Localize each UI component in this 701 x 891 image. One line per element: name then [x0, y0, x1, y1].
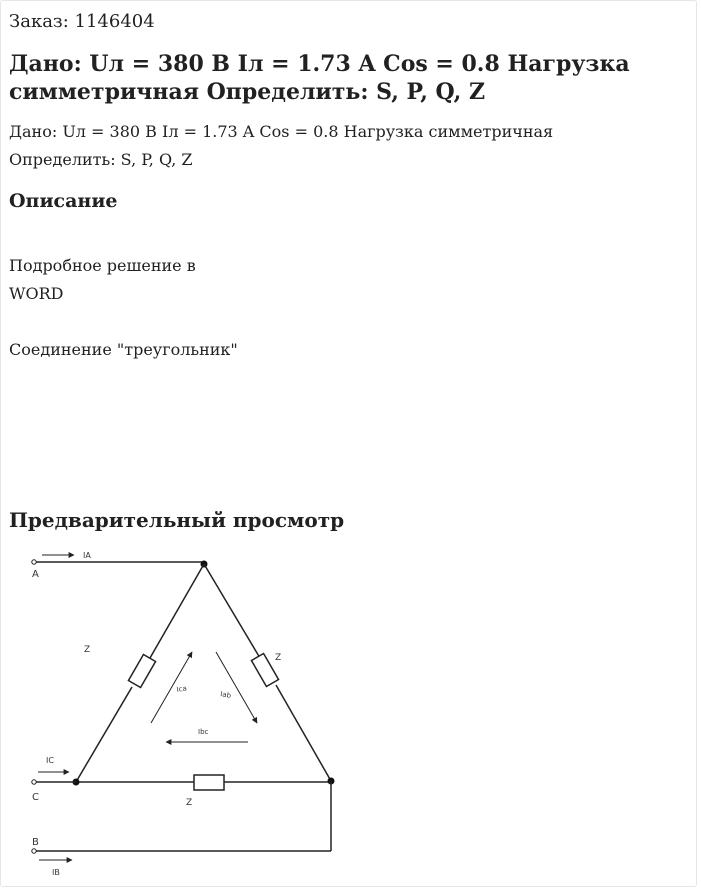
label-z-left: Z	[84, 645, 91, 655]
label-current-c: IC	[46, 756, 54, 765]
description-line-1: Подробное решение в	[9, 256, 196, 275]
order-number: Заказ: 1146404	[9, 11, 155, 32]
description-line-3: Соединение "треугольник"	[9, 340, 238, 359]
description-spacer	[9, 308, 238, 336]
label-node-a: A	[32, 569, 39, 580]
description-heading: Описание	[9, 190, 118, 212]
label-node-b: B	[32, 837, 39, 848]
label-current-ca: Ica	[175, 684, 188, 694]
label-current-ab: Iab	[219, 690, 232, 700]
circuit-preview-image	[20, 545, 350, 885]
label-current-a: IA	[83, 551, 91, 560]
task-statement	[9, 118, 553, 174]
label-node-c: C	[32, 792, 39, 803]
task-line-1: Дано: Uл = 380 B Iл = 1.73 A Cos = 0.8 Нагрузка симметричная	[9, 122, 554, 141]
label-z-right: Z	[275, 653, 282, 663]
resistor-bc	[194, 775, 224, 790]
arrow-current-ab	[216, 652, 257, 723]
preview-heading: Предварительный просмотр	[9, 508, 345, 532]
title-line-2: симметричная Определить: S, P, Q, Z	[9, 79, 486, 105]
page-title	[9, 50, 669, 106]
terminal-c	[32, 780, 36, 784]
label-current-bc: Ibc	[198, 728, 209, 736]
terminal-b	[32, 849, 36, 853]
delta-circuit-diagram	[20, 545, 350, 885]
label-current-b: IB	[52, 868, 60, 877]
label-z-bottom: Z	[186, 798, 193, 808]
task-line-2: Определить: S, P, Q, Z	[9, 150, 193, 169]
branch-ca-upper	[150, 564, 204, 658]
title-line-1: Дано: Uл = 380 B Iл = 1.73 A Cos = 0.8 Нагрузка	[9, 51, 630, 77]
description-line-2: WORD	[9, 284, 64, 303]
terminal-a	[32, 560, 36, 564]
resistor-ca	[128, 655, 155, 688]
description-body	[9, 252, 238, 364]
branch-ab-lower	[276, 685, 331, 781]
branch-ab-upper	[204, 564, 260, 658]
branch-ca-lower	[76, 687, 132, 782]
